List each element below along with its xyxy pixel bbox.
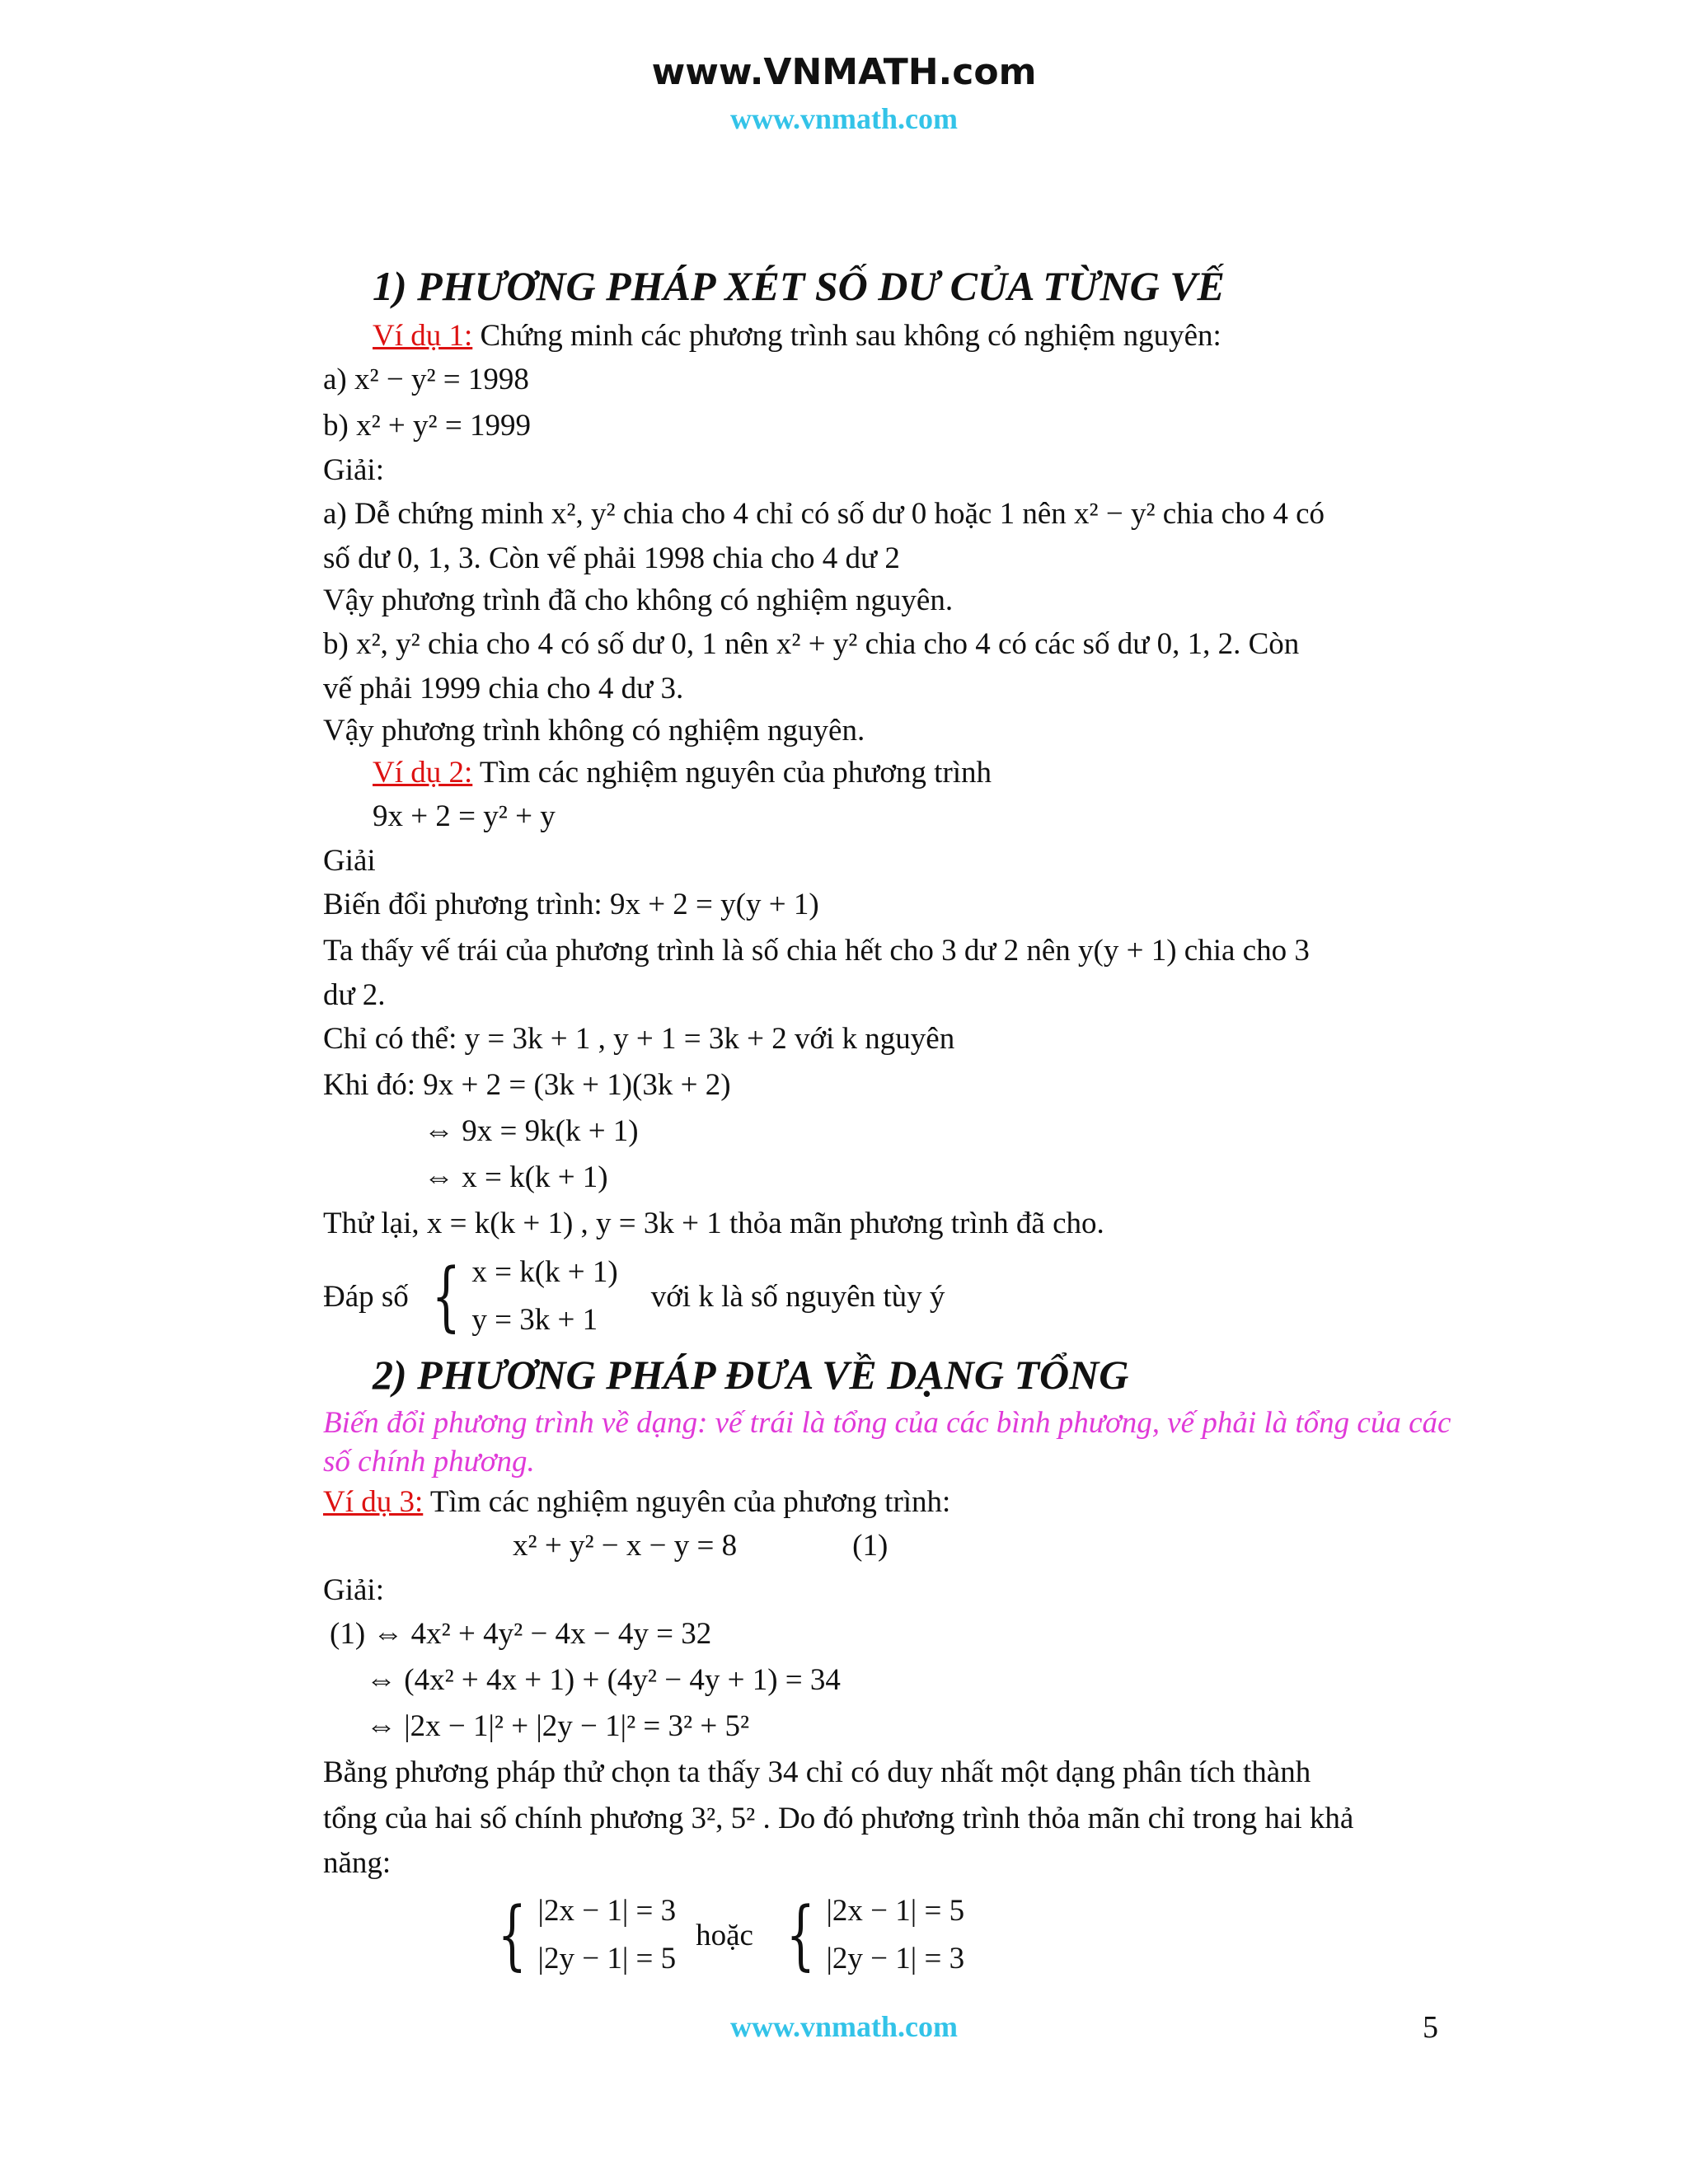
example2-text: Tìm các nghiệm nguyên của phương trình xyxy=(472,756,992,790)
example2-line xyxy=(373,752,1461,794)
solution2-line1: Biến đổi phương trình: 9x + 2 = y(y + 1) xyxy=(323,888,819,921)
example1-label: Ví dụ 1: xyxy=(373,319,473,353)
solution3-line4: Bằng phương pháp thử chọn ta thấy 34 chỉ có duy nhất một dạng phân tích thành xyxy=(323,1755,1311,1789)
solution1-a-line2: số dư 0, 1, 3. Còn vế phải 1998 chia cho 4 dư 2 xyxy=(323,541,900,575)
solution3-line3: ⇔ |2x − 1|² + |2y − 1|² = 3² + 5² xyxy=(366,1709,750,1743)
left-brace-icon: { xyxy=(431,1252,461,1340)
case1-eq2: |2y − 1| = 5 xyxy=(537,1942,677,1975)
example2-equation: 9x + 2 = y² + y xyxy=(373,799,556,833)
example3-equation-row xyxy=(323,1523,1461,1569)
answer-note: với k là số nguyên tùy ý xyxy=(650,1279,945,1314)
case1-eq1: |2x − 1| = 3 xyxy=(537,1894,677,1928)
equation-number: (1) xyxy=(852,1529,889,1563)
answer-eq1: x = k(k + 1) xyxy=(471,1255,618,1289)
solution2-line5: Khi đó: 9x + 2 = (3k + 1)(3k + 2) xyxy=(323,1068,731,1102)
example3-text: Tìm các nghiệm nguyên của phương trình: xyxy=(423,1485,951,1519)
header-site-link[interactable]: www.vnmath.com xyxy=(730,102,958,135)
page-number: 5 xyxy=(1423,2010,1438,2045)
answer-eq2: y = 3k + 1 xyxy=(471,1303,598,1337)
cases-row xyxy=(488,1884,1461,1986)
example3-label: Ví dụ 3: xyxy=(323,1485,424,1519)
solution2-line7: ⇔ x = k(k + 1) xyxy=(424,1160,608,1194)
left-brace-icon: { xyxy=(785,1891,815,1979)
solution2-heading: Giải xyxy=(323,844,376,878)
solution1-b-line3: Vậy phương trình không có nghiệm nguyên. xyxy=(323,714,865,748)
case2-eq1: |2x − 1| = 5 xyxy=(826,1894,965,1928)
section1-title: 1) PHƯƠNG PHÁP XÉT SỐ DƯ CỦA TỪNG VẾ xyxy=(373,263,1225,309)
example1-a: a) x² − y² = 1998 xyxy=(323,363,529,396)
solution3-line6: năng: xyxy=(323,1846,392,1880)
solution1-b-line1: b) x², y² chia cho 4 có số dư 0, 1 nên x² + y² chia cho 4 có các số dư 0, 1, 2. Còn xyxy=(323,627,1300,661)
section2-note: Biến đổi phương trình về dạng: vế trái là tổng của các bình phương, vế phải là tổng của các số chính phương. xyxy=(323,1406,1451,1479)
case2-eq2: |2y − 1| = 3 xyxy=(826,1942,965,1975)
answer-row xyxy=(323,1247,1461,1346)
solution3-line2: ⇔ (4x² + 4x + 1) + (4y² − 4y + 1) = 34 xyxy=(366,1663,841,1697)
solution3-line5: tổng của hai số chính phương 3², 5² . Do đó phương trình thỏa mãn chỉ trong hai khả xyxy=(323,1802,1354,1835)
section2-title: 2) PHƯƠNG PHÁP ĐƯA VỀ DẠNG TỔNG xyxy=(373,1352,1129,1398)
case1-system xyxy=(488,1887,676,1983)
example1-text: Chứng minh các phương trình sau không có nghiệm nguyên: xyxy=(472,319,1221,353)
example1-b: b) x² + y² = 1999 xyxy=(323,409,531,443)
solution2-line8: Thử lại, x = k(k + 1) , y = 3k + 1 thỏa mãn phương trình đã cho. xyxy=(323,1207,1104,1240)
header-site-bold: www.VNMATH.com xyxy=(651,51,1037,93)
solution2-line4: Chỉ có thể: y = 3k + 1 , y + 1 = 3k + 2 với k nguyên xyxy=(323,1022,955,1056)
solution1-a-line3: Vậy phương trình đã cho không có nghiệm nguyên. xyxy=(323,583,954,617)
case2-system xyxy=(776,1887,964,1983)
answer-label: Đáp số xyxy=(323,1279,409,1314)
solution2-line3: dư 2. xyxy=(323,978,386,1012)
page-content xyxy=(323,257,1461,1986)
example2-label: Ví dụ 2: xyxy=(373,756,473,790)
solution1-a-line1: a) Dễ chứng minh x², y² chia cho 4 chỉ có số dư 0 hoặc 1 nên x² − y² chia cho 4 có xyxy=(323,497,1325,531)
solution3-line1: (1) ⇔ 4x² + 4y² − 4x − 4y = 32 xyxy=(330,1617,712,1651)
solution2-line2: Ta thấy vế trái của phương trình là số chia hết cho 3 dư 2 nên y(y + 1) chia cho 3 xyxy=(323,934,1310,968)
solution1-heading: Giải: xyxy=(323,453,384,487)
example1-line xyxy=(373,315,1461,357)
solution1-b-line2: vế phải 1999 chia cho 4 dư 3. xyxy=(323,672,684,705)
left-brace-icon: { xyxy=(497,1891,527,1979)
example3-line xyxy=(323,1481,1461,1523)
solution2-line6: ⇔ 9x = 9k(k + 1) xyxy=(424,1114,639,1148)
solution3-heading: Giải: xyxy=(323,1573,384,1607)
answer-system xyxy=(422,1249,618,1344)
footer-site-link[interactable]: www.vnmath.com xyxy=(730,2010,958,2043)
example3-equation: x² + y² − x − y = 8 xyxy=(513,1529,738,1563)
or-label: hoặc xyxy=(696,1918,753,1952)
